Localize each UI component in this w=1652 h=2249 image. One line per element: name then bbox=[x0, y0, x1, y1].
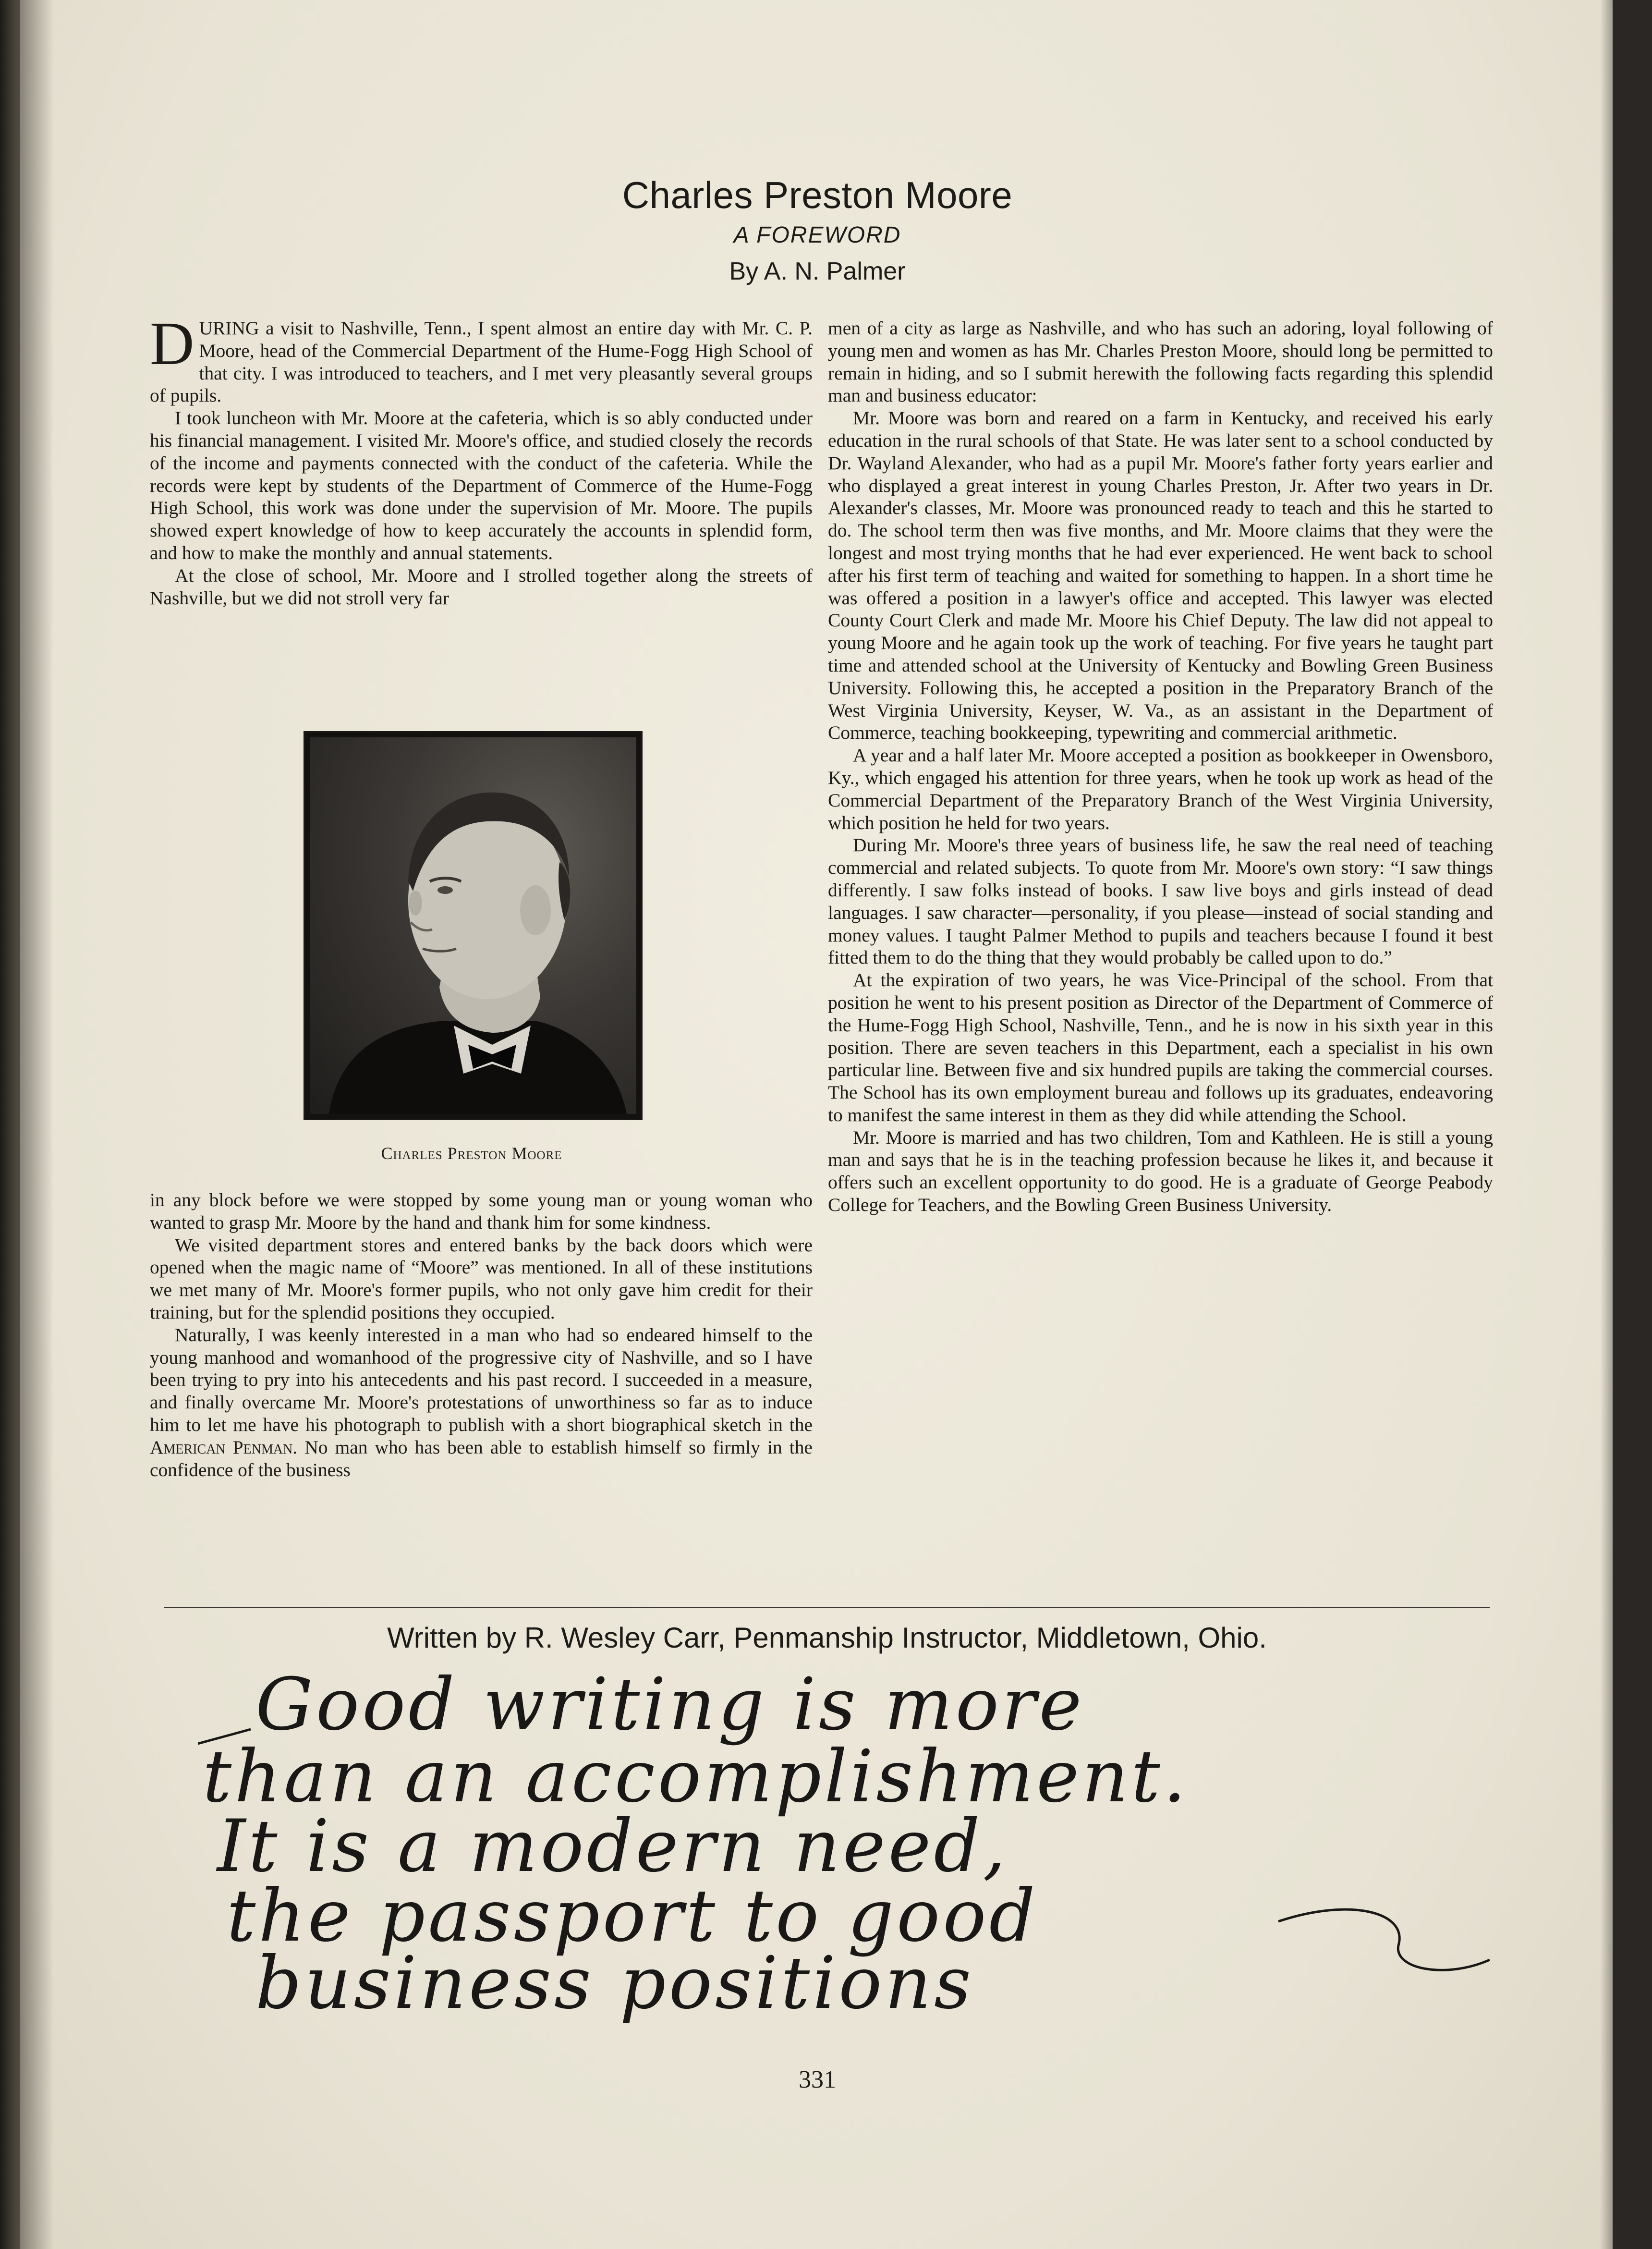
portrait-image bbox=[310, 737, 636, 1114]
specimen-credit: Written by R. Wesley Carr, Penmanship Instructor, Middletown, Ohio. bbox=[387, 1622, 1267, 1654]
paragraph: in any block before we were stopped by some young man or young woman who wanted to grasp Mr. Moore by the hand and thank him for some kindness. bbox=[150, 1189, 813, 1233]
handwriting-specimen bbox=[198, 1672, 1494, 2032]
article-subtitle: A FOREWORD bbox=[733, 222, 901, 248]
paragraph-text: URING a visit to Nashville, Tenn., I spent almost an entire day with Mr. C. P. Moore, head of the Commercial Department of the Hume-Fogg High School of that city. I was introduced to teachers, and I met very pleasantly several groups of pupils. bbox=[150, 318, 813, 406]
drop-cap: D bbox=[150, 309, 194, 378]
photo-caption: Charles Preston Moore bbox=[381, 1144, 562, 1163]
script-line-4: the passport to good bbox=[227, 1874, 1038, 1958]
section-divider bbox=[164, 1607, 1490, 1608]
article-byline: By A. N. Palmer bbox=[729, 257, 906, 285]
paragraph: At the expiration of two years, he was Vice-Principal of the school. From that position he went to his present position as Director of the Department of Commerce of the Hume-Fogg High School, Nashville, Tenn., and he is now in his sixth year in this position. There are seven teachers in this Department, each a specialist in his own particular line. Between five and six hundred pupils are taking the commercial courses. The School has its own employment bureau and follows up its graduates, endeavoring to manifest the same interest in them as they did while attending the School. bbox=[828, 969, 1493, 1125]
article-title: Charles Preston Moore bbox=[622, 174, 1013, 216]
paragraph: men of a city as large as Nashville, and who has such an adoring, loyal following of young men and women as has Mr. Charles Preston Moore, should long be permitted to remain in hiding, and so I submit herewith the following facts regarding this splendid man and business educator: bbox=[828, 318, 1493, 406]
paragraph bbox=[150, 1324, 813, 1481]
magazine-page bbox=[20, 0, 1613, 2249]
script-line-3: It is a modern need, bbox=[217, 1805, 1009, 1888]
right-column bbox=[828, 317, 1493, 1595]
article-header bbox=[500, 173, 1134, 286]
paragraph: Mr. Moore was born and reared on a farm in Kentucky, and received his early education in the rural schools of that State. He was later sent to a school conducted by Dr. Wayland Alexander, who had as a pupil Mr. Moore's father forty years earlier and who displayed a great interest in young Charles Preston, Jr. After two years in Dr. Alexander's classes, Mr. Moore was pronounced ready to teach and this he started to do. The school term then was five months, and Mr. Moore claims that they were the longest and most trying months that he had ever experienced. He went back to school after his first term of teaching and waited for something to happen. In a short time he was offered a position in a lawyer's office and accepted. This lawyer was elected County Court Clerk and made Mr. Moore his Chief Deputy. The law did not appeal to young Moore and he again took up the work of teaching. For five years he taught part time and attended school at the University of Kentucky and Bowling Green Business University. Following this, he accepted a position in the Preparatory Branch of the West Virginia University, Keyser, W. Va., as an assistant in the Department of Commerce, teaching bookkeeping, typewriting and commercial arithmetic. bbox=[828, 407, 1493, 744]
paragraph: A year and a half later Mr. Moore accepted a position as bookkeeper in Owensboro, Ky., which engaged his attention for three years, when he took up work as head of the Commercial Department of the Preparatory Branch of the West Virginia University, which position he held for two years. bbox=[828, 745, 1493, 833]
paragraph: During Mr. Moore's three years of business life, he saw the real need of teaching commercial and related subjects. To quote from Mr. Moore's own story: “I saw things differently. I saw folks instead of books. I saw live boys and girls instead of dead languages. I saw character—personality, if you please—instead of social standing and money values. I taught Palmer Method to pupils and teachers because I found it best fitted them to do the thing that they would probably be called upon to do.” bbox=[828, 834, 1493, 968]
paragraph: Mr. Moore is married and has two children, Tom and Kathleen. He is still a young man and says that he is in the teaching profession because he likes it, and because it offers such an excellent opportunity to do good. He is a graduate of George Peabody College for Teachers, and the Bowling Green Business University. bbox=[828, 1126, 1493, 1216]
left-column-bottom bbox=[150, 1189, 813, 1592]
portrait-photo bbox=[304, 731, 643, 1120]
paragraph-text: Naturally, I was keenly interested in a man who had so endeared himself to the young manhood and womanhood of the progressive city of Nashville, and so I have been trying to pry into his antecedents and his past record. I succeeded in a measure, and finally overcame Mr. Moore's protestations of unworthiness so far as to induce him to let me have his photograph to publish with a short biographical sketch in the bbox=[150, 1324, 813, 1435]
script-line-5: business positions bbox=[255, 1942, 974, 2025]
paragraph: I took luncheon with Mr. Moore at the cafeteria, which is so ably conducted under his financial management. I visited Mr. Moore's office, and studied closely the records of the income and payments connected with the conduct of the cafeteria. While the records were kept by students of the Department of Commerce of the Hume-Fogg High School, this work was done under the supervision of Mr. Moore. The pupils showed expert knowledge of how to keep accurately the accounts in splendid form, and how to make the monthly and annual statements. bbox=[150, 407, 813, 563]
portrait-illustration bbox=[310, 737, 636, 1114]
page-edge-shadow bbox=[1600, 0, 1613, 2249]
left-column-top bbox=[150, 309, 813, 701]
paragraph: At the close of school, Mr. Moore and I strolled together along the streets of Nashville, but we did not stroll very far bbox=[150, 564, 813, 609]
script-line-1: Good writing is more bbox=[255, 1672, 1085, 1747]
paragraph bbox=[150, 309, 813, 407]
page-number: 331 bbox=[799, 2066, 836, 2093]
script-line-2: than an accomplishment. bbox=[203, 1735, 1189, 1819]
paragraph: We visited department stores and entered banks by the back doors which were opened when the magic name of “Moore” was mentioned. In all of these institutions we met many of Mr. Moore's former pupils, who not only gave him credit for their training, but for the splendid positions they occupied. bbox=[150, 1234, 813, 1323]
paragraph-text: . No man who has been able to establish himself so firmly in the confidence of the business bbox=[150, 1436, 813, 1480]
gutter-shadow bbox=[20, 0, 54, 2249]
magazine-title: American Penman bbox=[150, 1436, 293, 1458]
